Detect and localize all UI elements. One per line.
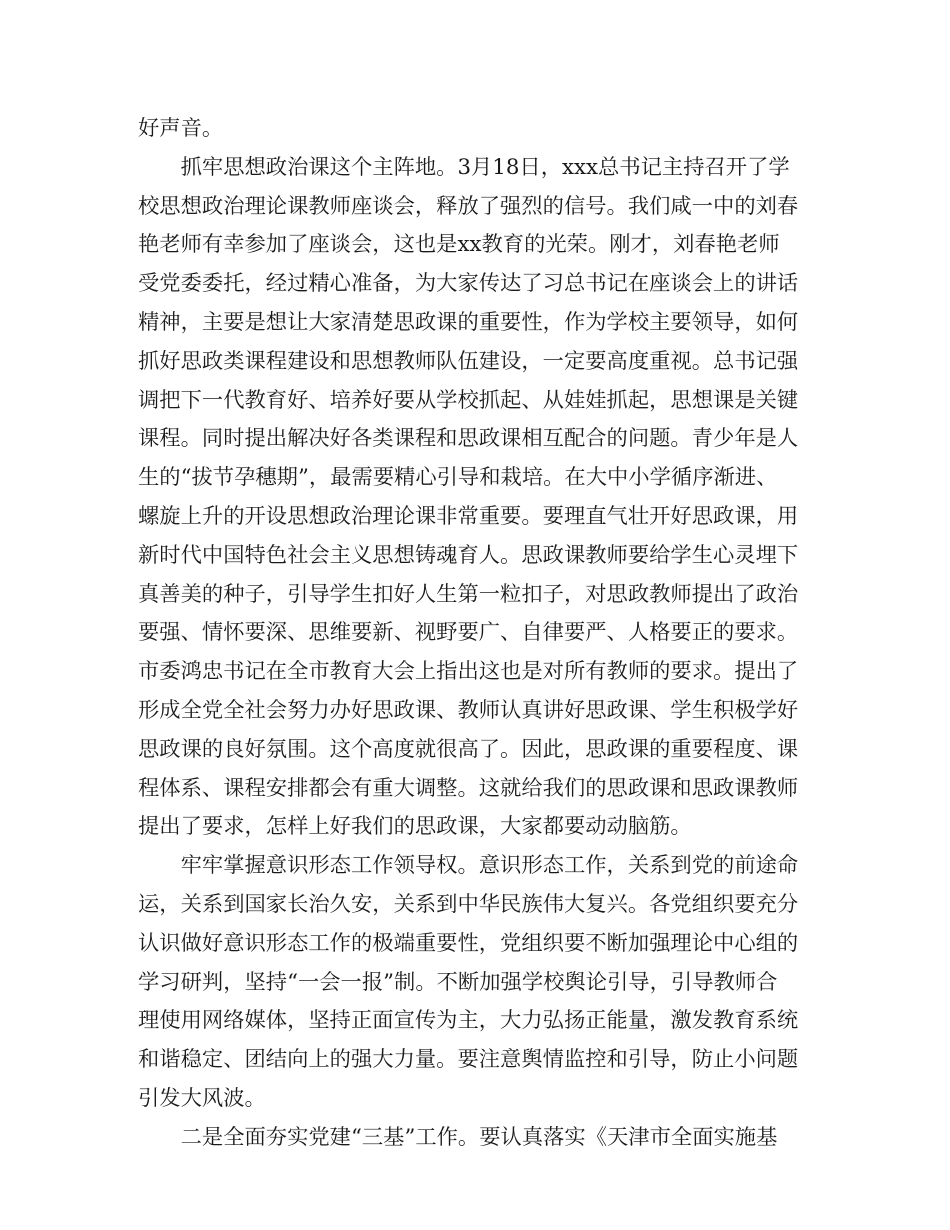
text-line: 市委鸿忠书记在全市教育大会上指出这也是对所有教师的要求。提出了 [138, 659, 799, 685]
text-line: 要强、情怀要深、思维要新、视野要广、自律要严、人格要正的要求。 [138, 620, 799, 646]
text-line: 课程。同时提出解决好各类课程和思政课相互配合的问题。青少年是人 [138, 426, 799, 452]
text-line: 思政课的良好氛围。这个高度就很高了。因此，思政课的重要程度、课 [138, 736, 799, 762]
text-line: 二是全面夯实党建“三基”工作。要认真落实《天津市全面实施基 [138, 1124, 778, 1150]
text-line: 受党委委托，经过精心准备，为大家传达了习总书记在座谈会上的讲话 [138, 271, 799, 297]
text-line: 螺旋上升的开设思想政治理论课非常重要。要理直气壮开好思政课，用 [138, 503, 799, 529]
text-line: 理使用网络媒体，坚持正面宣传为主，大力弘扬正能量，激发教育系统 [138, 1008, 799, 1034]
text-line: 校思想政治理论课教师座谈会，释放了强烈的信号。我们咸一中的刘春 [138, 193, 799, 219]
text-line: 程体系、课程安排都会有重大调整。这就给我们的思政课和思政课教师 [138, 775, 799, 801]
text-line: 和谐稳定、团结向上的强大力量。要注意舆情监控和引导，防止小问题 [138, 1047, 799, 1073]
text-line: 牢牢掌握意识形态工作领导权。意识形态工作，关系到党的前途命 [138, 853, 799, 879]
document-body [138, 110, 818, 1158]
text-line: 生的“拔节孕穗期”，最需要精心引导和栽培。在大中小学循序渐进、 [138, 465, 778, 491]
text-line: 好声音。 [138, 116, 224, 141]
text-line: 形成全党全社会努力办好思政课、教师认真讲好思政课、学生积极学好 [138, 697, 799, 723]
text-line: 真善美的种子，引导学生扣好人生第一粒扣子，对思政教师提出了政治 [138, 581, 799, 607]
text-line: 新时代中国特色社会主义思想铸魂育人。思政课教师要给学生心灵埋下 [138, 542, 799, 568]
text-line: 提出了要求，怎样上好我们的思政课，大家都要动动脑筋。 [138, 814, 692, 840]
text-line: 抓牢思想政治课这个主阵地。3月18日，xxx总书记主持召开了学 [138, 154, 790, 180]
text-line: 精神，主要是想让大家清楚思政课的重要性，作为学校主要领导，如何 [138, 309, 799, 335]
text-line: 引发大风波。 [138, 1085, 266, 1111]
text-line: 调把下一代教育好、培养好要从学校抓起、从娃娃抓起，思想课是关键 [138, 387, 799, 413]
text-line: 学习研判，坚持“一会一报”制。不断加强学校舆论引导，引导教师合 [138, 969, 778, 995]
text-line: 运，关系到国家长治久安，关系到中华民族伟大复兴。各党组织要充分 [138, 891, 799, 917]
text-line: 认识做好意识形态工作的极端重要性，党组织要不断加强理论中心组的 [138, 930, 799, 956]
text-line: 艳老师有幸参加了座谈会，这也是xx教育的光荣。刚才，刘春艳老师 [138, 232, 780, 258]
text-line: 抓好思政类课程建设和思想教师队伍建设，一定要高度重视。总书记强 [138, 348, 799, 374]
